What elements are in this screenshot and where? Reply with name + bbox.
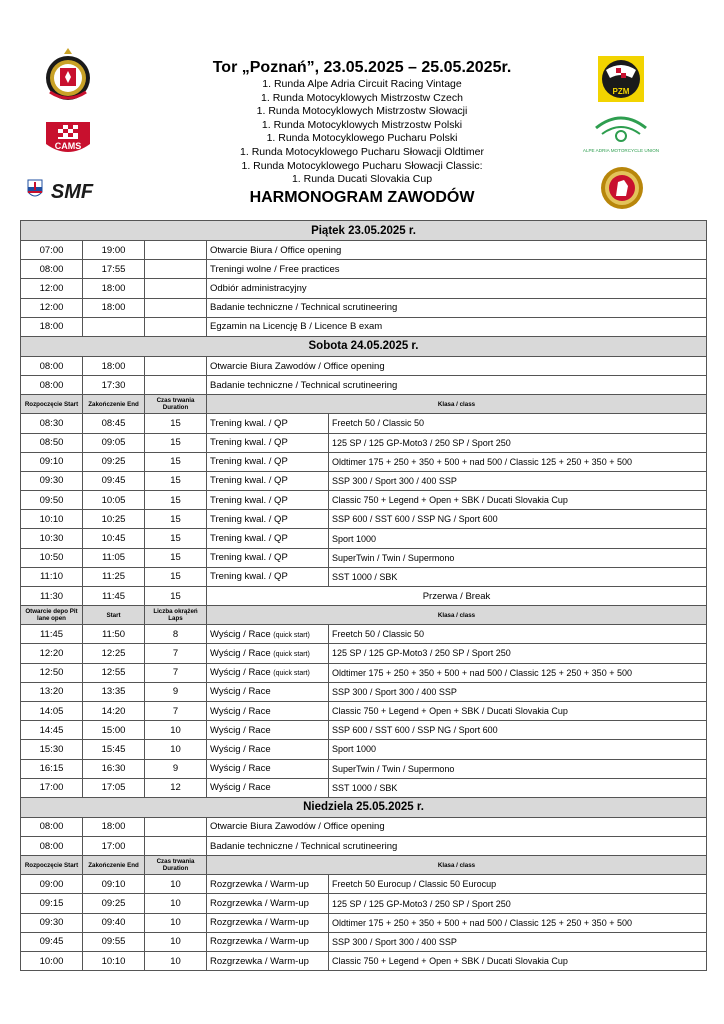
session-label: Rozgrzewka / Warm-up xyxy=(210,955,309,967)
session-type xyxy=(207,510,329,529)
duration: 15 xyxy=(145,433,207,452)
duration: 10 xyxy=(145,952,207,971)
pzm-logo xyxy=(596,54,646,104)
session-label: Wyścig / Race xyxy=(210,686,271,698)
end-time: 17:05 xyxy=(83,778,145,797)
event-name: Treningi wolne / Free practices xyxy=(207,260,707,279)
duration: 8 xyxy=(145,625,207,644)
start-time: 08:30 xyxy=(21,414,83,433)
table-row xyxy=(21,721,707,740)
day-title: Piątek 23.05.2025 r. xyxy=(21,221,707,241)
class-name: SSP 600 / SST 600 / SSP NG / Sport 600 xyxy=(329,510,707,529)
end-time: 18:00 xyxy=(83,356,145,375)
start-time: 07:00 xyxy=(21,241,83,260)
end-time: 10:10 xyxy=(83,952,145,971)
end-time: 14:20 xyxy=(83,701,145,720)
quick-start-note: (quick start) xyxy=(273,631,310,639)
session-type xyxy=(207,491,329,510)
duration: 9 xyxy=(145,759,207,778)
session-label: Trening kwal. / QP xyxy=(210,571,288,583)
duration: 7 xyxy=(145,663,207,682)
start-time: 16:15 xyxy=(21,759,83,778)
empty-cell xyxy=(145,279,207,298)
start-time: 13:20 xyxy=(21,682,83,701)
duration: 10 xyxy=(145,721,207,740)
class-name: Freetch 50 / Classic 50 xyxy=(329,625,707,644)
session-label: Rozgrzewka / Warm-up xyxy=(210,878,309,890)
start-time: 09:30 xyxy=(21,913,83,932)
class-name: Oldtimer 175 + 250 + 350 + 500 + nad 500 / Classic 125 + 250 + 350 + 500 xyxy=(329,452,707,471)
column-header-row xyxy=(21,856,707,875)
day-header-row xyxy=(21,336,707,356)
session-label: Trening kwal. / QP xyxy=(210,533,288,545)
table-row xyxy=(21,260,707,279)
column-header: Klasa / class xyxy=(207,856,707,875)
round-line: 1. Runda Motocyklowych Mistrzostw Polski xyxy=(261,118,463,131)
duration: 15 xyxy=(145,491,207,510)
start-time: 09:30 xyxy=(21,471,83,490)
empty-cell xyxy=(145,298,207,317)
session-type xyxy=(207,433,329,452)
start-time: 08:50 xyxy=(21,433,83,452)
class-name: Oldtimer 175 + 250 + 350 + 500 + nad 500 / Classic 125 + 250 + 350 + 500 xyxy=(329,913,707,932)
start-time: 10:00 xyxy=(21,952,83,971)
class-name: Classic 750 + Legend + Open + SBK / Ducati Slovakia Cup xyxy=(329,491,707,510)
start-time: 09:00 xyxy=(21,875,83,894)
session-label: Trening kwal. / QP xyxy=(210,417,288,429)
start-time: 08:00 xyxy=(21,817,83,836)
start-time: 10:50 xyxy=(21,548,83,567)
table-row xyxy=(21,452,707,471)
class-name: SSP 300 / Sport 300 / 400 SSP xyxy=(329,932,707,951)
class-name: SuperTwin / Twin / Supermono xyxy=(329,548,707,567)
session-type xyxy=(207,932,329,951)
table-row xyxy=(21,894,707,913)
session-type xyxy=(207,778,329,797)
table-row xyxy=(21,875,707,894)
session-type xyxy=(207,567,329,586)
start-time: 11:30 xyxy=(21,587,83,606)
round-line: 1. Runda Motocyklowego Pucharu Polski xyxy=(266,132,458,145)
day-title: Sobota 24.05.2025 r. xyxy=(21,336,707,356)
class-name: SuperTwin / Twin / Supermono xyxy=(329,759,707,778)
session-type xyxy=(207,548,329,567)
session-label: Trening kwal. / QP xyxy=(210,513,288,525)
session-type xyxy=(207,663,329,682)
start-time: 17:00 xyxy=(21,778,83,797)
session-label: Trening kwal. / QP xyxy=(210,456,288,468)
start-time: 09:45 xyxy=(21,932,83,951)
start-time: 18:00 xyxy=(21,317,83,336)
start-time: 10:30 xyxy=(21,529,83,548)
duration: 15 xyxy=(145,529,207,548)
table-row xyxy=(21,682,707,701)
end-time xyxy=(83,317,145,336)
smf-logo xyxy=(20,176,100,206)
svg-text:PZM: PZM xyxy=(612,87,630,96)
duration: 10 xyxy=(145,932,207,951)
round-line: 1. Runda Alpe Adria Circuit Racing Vintage xyxy=(262,78,462,90)
duration: 15 xyxy=(145,548,207,567)
session-label: Trening kwal. / QP xyxy=(210,494,288,506)
table-row xyxy=(21,759,707,778)
event-name: Otwarcie Biura Zawodów / Office opening xyxy=(207,356,707,375)
session-label: Wyścig / Race xyxy=(210,628,271,640)
duration: 10 xyxy=(145,875,207,894)
break-label: Przerwa / Break xyxy=(207,587,707,606)
class-name: SSP 600 / SST 600 / SSP NG / Sport 600 xyxy=(329,721,707,740)
table-row xyxy=(21,913,707,932)
table-row xyxy=(21,740,707,759)
cams-logo xyxy=(42,118,94,158)
duration: 10 xyxy=(145,740,207,759)
empty-cell xyxy=(145,260,207,279)
round-line: 1. Runda Motocyklowego Pucharu Słowacji Oldtimer xyxy=(240,145,484,158)
end-time: 10:45 xyxy=(83,529,145,548)
end-time: 17:55 xyxy=(83,260,145,279)
start-time: 12:50 xyxy=(21,663,83,682)
end-time: 09:05 xyxy=(83,433,145,452)
session-type xyxy=(207,414,329,433)
class-name: Classic 750 + Legend + Open + SBK / Ducati Slovakia Cup xyxy=(329,952,707,971)
schedule-heading: HARMONOGRAM ZAWODÓW xyxy=(249,188,475,206)
start-time: 14:05 xyxy=(21,701,83,720)
table-row xyxy=(21,932,707,951)
table-row xyxy=(21,701,707,720)
quick-start-note: (quick start) xyxy=(273,650,310,658)
session-label: Rozgrzewka / Warm-up xyxy=(210,936,309,948)
end-time: 15:45 xyxy=(83,740,145,759)
svg-text:CAMS: CAMS xyxy=(54,141,82,151)
session-label: Wyścig / Race xyxy=(210,743,271,755)
event-name: Badanie techniczne / Technical scrutineering xyxy=(207,298,707,317)
duration: 15 xyxy=(145,452,207,471)
end-time: 18:00 xyxy=(83,279,145,298)
table-row xyxy=(21,644,707,663)
table-row xyxy=(21,433,707,452)
end-time: 10:05 xyxy=(83,491,145,510)
start-time: 11:45 xyxy=(21,625,83,644)
table-row xyxy=(21,510,707,529)
column-header: Zakończenie End xyxy=(83,395,145,414)
table-row xyxy=(21,356,707,375)
svg-text:SMF: SMF xyxy=(50,181,94,203)
title-block xyxy=(150,58,574,208)
end-time: 18:00 xyxy=(83,298,145,317)
start-time: 12:00 xyxy=(21,298,83,317)
duration: 10 xyxy=(145,894,207,913)
event-title: Tor „Poznań”, 23.05.2025 – 25.05.2025r. xyxy=(212,59,512,76)
round-line: 1. Runda Motocyklowych Mistrzostw Słowacji xyxy=(256,105,468,118)
table-row xyxy=(21,414,707,433)
end-time: 09:45 xyxy=(83,471,145,490)
end-time: 11:50 xyxy=(83,625,145,644)
start-time: 14:45 xyxy=(21,721,83,740)
session-label: Wyścig / Race xyxy=(210,667,271,679)
table-row xyxy=(21,837,707,856)
end-time: 09:55 xyxy=(83,932,145,951)
schedule-table xyxy=(20,220,707,971)
session-label: Trening kwal. / QP xyxy=(210,552,288,564)
end-time: 09:40 xyxy=(83,913,145,932)
column-header: Czas trwania Duration xyxy=(145,395,207,414)
end-time: 18:00 xyxy=(83,817,145,836)
end-time: 10:25 xyxy=(83,510,145,529)
table-row xyxy=(21,548,707,567)
event-name: Badanie techniczne / Technical scrutineering xyxy=(207,837,707,856)
day-header-row xyxy=(21,797,707,817)
class-name: Sport 1000 xyxy=(329,529,707,548)
czech-lion-badge-icon xyxy=(600,166,644,210)
duration: 15 xyxy=(145,414,207,433)
start-time: 12:20 xyxy=(21,644,83,663)
start-time: 08:00 xyxy=(21,356,83,375)
table-row xyxy=(21,663,707,682)
end-time: 09:10 xyxy=(83,875,145,894)
duration: 15 xyxy=(145,510,207,529)
duration: 7 xyxy=(145,701,207,720)
session-label: Trening kwal. / QP xyxy=(210,437,288,449)
session-label: Wyścig / Race xyxy=(210,724,271,736)
duration: 12 xyxy=(145,778,207,797)
empty-cell xyxy=(145,817,207,836)
column-header: Klasa / class xyxy=(207,395,707,414)
class-name: SST 1000 / SBK xyxy=(329,567,707,586)
table-row xyxy=(21,625,707,644)
table-row xyxy=(21,778,707,797)
event-name: Odbiór administracyjny xyxy=(207,279,707,298)
column-header: Otwarcie depo Pit lane open xyxy=(21,606,83,625)
start-time: 08:00 xyxy=(21,376,83,395)
table-row xyxy=(21,298,707,317)
column-header: Klasa / class xyxy=(207,606,707,625)
session-type xyxy=(207,759,329,778)
session-label: Rozgrzewka / Warm-up xyxy=(210,898,309,910)
session-type xyxy=(207,894,329,913)
day-header-row xyxy=(21,221,707,241)
quick-start-note: (quick start) xyxy=(273,670,310,678)
table-row xyxy=(21,567,707,586)
class-name: Oldtimer 175 + 250 + 350 + 500 + nad 500 / Classic 125 + 250 + 350 + 500 xyxy=(329,663,707,682)
break-row xyxy=(21,587,707,606)
table-row xyxy=(21,491,707,510)
end-time: 13:35 xyxy=(83,682,145,701)
table-row xyxy=(21,317,707,336)
end-time: 12:25 xyxy=(83,644,145,663)
start-time: 11:10 xyxy=(21,567,83,586)
end-time: 09:25 xyxy=(83,894,145,913)
start-time: 09:50 xyxy=(21,491,83,510)
start-time: 12:00 xyxy=(21,279,83,298)
round-line: 1. Runda Motocyklowych Mistrzostw Czech xyxy=(261,91,463,104)
end-time: 11:05 xyxy=(83,548,145,567)
session-label: Rozgrzewka / Warm-up xyxy=(210,917,309,929)
end-time: 11:45 xyxy=(83,587,145,606)
column-header-row xyxy=(21,606,707,625)
empty-cell xyxy=(145,376,207,395)
event-name: Otwarcie Biura / Office opening xyxy=(207,241,707,260)
column-header: Start xyxy=(83,606,145,625)
duration: 15 xyxy=(145,587,207,606)
table-row xyxy=(21,817,707,836)
session-type xyxy=(207,452,329,471)
class-name: 125 SP / 125 GP-Moto3 / 250 SP / Sport 250 xyxy=(329,433,707,452)
session-type xyxy=(207,682,329,701)
emblem-crest-icon xyxy=(44,46,92,104)
session-label: Wyścig / Race xyxy=(210,763,271,775)
table-row xyxy=(21,529,707,548)
duration: 15 xyxy=(145,471,207,490)
start-time: 10:10 xyxy=(21,510,83,529)
session-type xyxy=(207,721,329,740)
class-name: Sport 1000 xyxy=(329,740,707,759)
table-row xyxy=(21,471,707,490)
column-header: Rozpoczęcie Start xyxy=(21,856,83,875)
class-name: SSP 300 / Sport 300 / 400 SSP xyxy=(329,682,707,701)
svg-text:ALPE ADRIA MOTORCYCLE UNION: ALPE ADRIA MOTORCYCLE UNION xyxy=(582,148,660,153)
document-header xyxy=(0,0,724,218)
end-time: 17:00 xyxy=(83,837,145,856)
session-type xyxy=(207,740,329,759)
start-time: 09:15 xyxy=(21,894,83,913)
class-name: SST 1000 / SBK xyxy=(329,778,707,797)
alpe-adria-logo xyxy=(582,108,660,158)
session-label: Wyścig / Race xyxy=(210,647,271,659)
column-header: Rozpoczęcie Start xyxy=(21,395,83,414)
column-header: Czas trwania Duration xyxy=(145,856,207,875)
duration: 10 xyxy=(145,913,207,932)
empty-cell xyxy=(145,356,207,375)
class-name: Freetch 50 Eurocup / Classic 50 Eurocup xyxy=(329,875,707,894)
table-row xyxy=(21,241,707,260)
session-type xyxy=(207,952,329,971)
class-name: Freetch 50 / Classic 50 xyxy=(329,414,707,433)
end-time: 12:55 xyxy=(83,663,145,682)
duration: 9 xyxy=(145,682,207,701)
end-time: 11:25 xyxy=(83,567,145,586)
column-header: Liczba okrążeń Laps xyxy=(145,606,207,625)
session-type xyxy=(207,644,329,663)
end-time: 19:00 xyxy=(83,241,145,260)
table-row xyxy=(21,376,707,395)
table-row xyxy=(21,952,707,971)
end-time: 16:30 xyxy=(83,759,145,778)
column-header-row xyxy=(21,395,707,414)
empty-cell xyxy=(145,837,207,856)
start-time: 15:30 xyxy=(21,740,83,759)
round-line: 1. Runda Ducati Slovakia Cup xyxy=(291,173,433,186)
empty-cell xyxy=(145,241,207,260)
session-type xyxy=(207,875,329,894)
duration: 7 xyxy=(145,644,207,663)
session-type xyxy=(207,701,329,720)
end-time: 08:45 xyxy=(83,414,145,433)
event-name: Egzamin na Licencję B / Licence B exam xyxy=(207,317,707,336)
start-time: 09:10 xyxy=(21,452,83,471)
day-title: Niedziela 25.05.2025 r. xyxy=(21,797,707,817)
session-label: Trening kwal. / QP xyxy=(210,475,288,487)
start-time: 08:00 xyxy=(21,260,83,279)
table-row xyxy=(21,279,707,298)
session-type xyxy=(207,625,329,644)
class-name: 125 SP / 125 GP-Moto3 / 250 SP / Sport 250 xyxy=(329,644,707,663)
class-name: Classic 750 + Legend + Open + SBK / Ducati Slovakia Cup xyxy=(329,701,707,720)
end-time: 17:30 xyxy=(83,376,145,395)
end-time: 15:00 xyxy=(83,721,145,740)
session-type xyxy=(207,471,329,490)
session-type xyxy=(207,529,329,548)
class-name: SSP 300 / Sport 300 / 400 SSP xyxy=(329,471,707,490)
duration: 15 xyxy=(145,567,207,586)
event-name: Otwarcie Biura Zawodów / Office opening xyxy=(207,817,707,836)
column-header: Zakończenie End xyxy=(83,856,145,875)
event-name: Badanie techniczne / Technical scrutineering xyxy=(207,376,707,395)
session-type xyxy=(207,913,329,932)
end-time: 09:25 xyxy=(83,452,145,471)
session-label: Wyścig / Race xyxy=(210,782,271,794)
round-line: 1. Runda Motocyklowego Pucharu Słowacji Classic: xyxy=(241,159,483,172)
start-time: 08:00 xyxy=(21,837,83,856)
class-name: 125 SP / 125 GP-Moto3 / 250 SP / Sport 250 xyxy=(329,894,707,913)
session-label: Wyścig / Race xyxy=(210,705,271,717)
empty-cell xyxy=(145,317,207,336)
